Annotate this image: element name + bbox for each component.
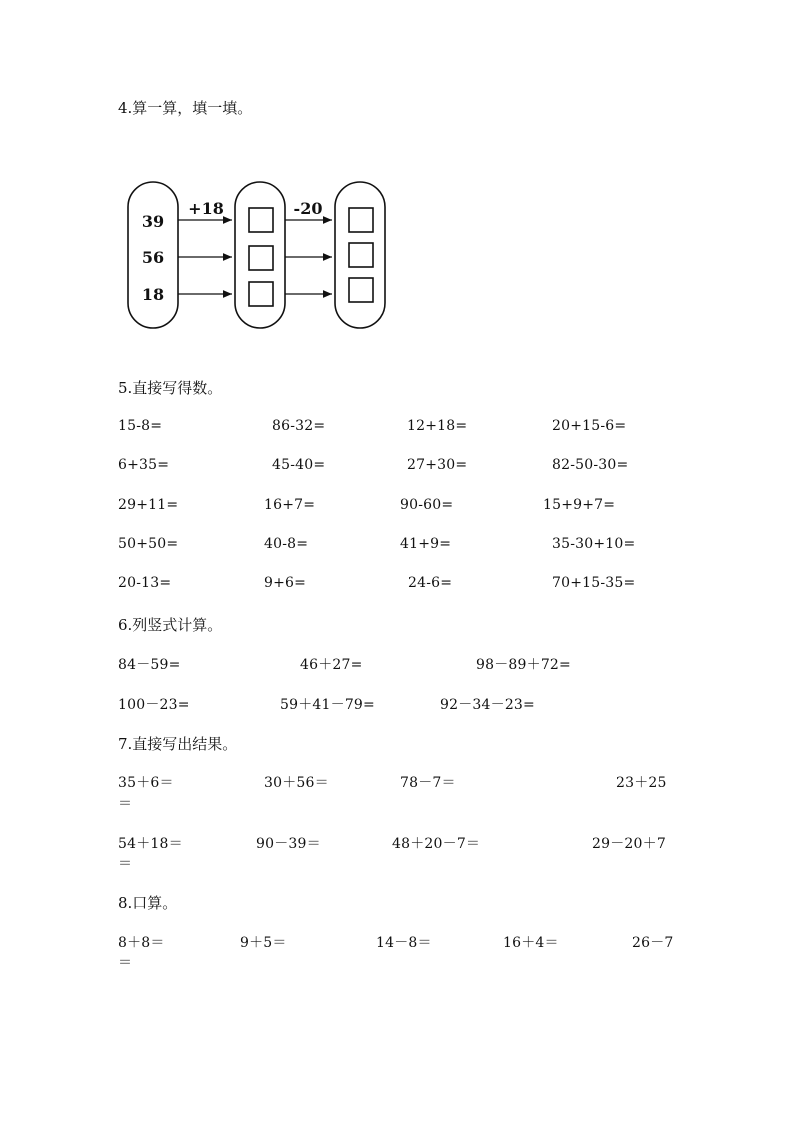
- op2-label: -20: [293, 199, 323, 218]
- q8-item-1: 8＋8＝: [118, 935, 165, 951]
- q5-r2-c2: 45-40=: [272, 457, 326, 473]
- q5-title: 5.直接写得数。: [118, 379, 223, 397]
- q6-r2-c3: 92－34－23=: [440, 697, 535, 713]
- q5-r1-c1: 15-8=: [118, 418, 163, 434]
- q8-item-2: 9＋5＝: [240, 935, 287, 951]
- arrow-diagram: [118, 172, 398, 336]
- q6-title: 6.列竖式计算。: [118, 616, 223, 634]
- q5-r5-c2: 9+6=: [264, 575, 307, 591]
- answer-box-res-2: [349, 243, 373, 267]
- q7-r1-wrap: ＝: [118, 796, 133, 812]
- q7-r2-c4: 29－20＋7: [592, 836, 666, 852]
- q7-r2-c1: 54＋18＝: [118, 836, 183, 852]
- q6-r1-c3: 98－89＋72=: [476, 657, 571, 673]
- q7-r2-c2: 90－39＝: [256, 836, 321, 852]
- q5-r2-c4: 82-50-30=: [552, 457, 629, 473]
- q4-title: 4.算一算，填一填。: [118, 99, 253, 117]
- q5-r5-c4: 70+15-35=: [552, 575, 636, 591]
- q7-r2-wrap: ＝: [118, 856, 133, 872]
- result-capsule: [335, 182, 385, 328]
- answer-box-res-3: [349, 278, 373, 302]
- start-value-3: 18: [141, 285, 165, 304]
- q6-r2-c1: 100－23=: [118, 697, 190, 713]
- answer-box-res-1: [349, 208, 373, 232]
- answer-box-mid-1: [249, 208, 273, 232]
- q6-r1-c2: 46＋27=: [300, 657, 363, 673]
- q7-title: 7.直接写出结果。: [118, 735, 238, 753]
- q8-item-3: 14－8＝: [376, 935, 432, 951]
- q5-r4-c3: 41+9=: [400, 536, 452, 552]
- q5-r1-c3: 12+18=: [407, 418, 468, 434]
- q8-item-5: 26－7: [632, 935, 674, 951]
- answer-box-mid-2: [249, 246, 273, 270]
- q7-r1-c1: 35＋6＝: [118, 775, 174, 791]
- q5-r4-c2: 40-8=: [264, 536, 309, 552]
- q5-r2-c3: 27+30=: [407, 457, 468, 473]
- q7-r1-c3: 78－7＝: [400, 775, 456, 791]
- answer-box-mid-3: [249, 282, 273, 306]
- q6-r2-c2: 59＋41－79=: [280, 697, 375, 713]
- q5-r1-c4: 20+15-6=: [552, 418, 627, 434]
- q7-r1-c2: 30＋56＝: [264, 775, 329, 791]
- q5-r4-c1: 50+50=: [118, 536, 179, 552]
- q8-item-4: 16＋4＝: [503, 935, 559, 951]
- q5-r5-c3: 24-6=: [408, 575, 453, 591]
- op1-label: +18: [188, 199, 224, 218]
- q5-r3-c3: 90-60=: [400, 497, 454, 513]
- q5-r4-c4: 35-30+10=: [552, 536, 636, 552]
- q5-r1-c2: 86-32=: [272, 418, 326, 434]
- q5-r3-c1: 29+11=: [118, 497, 179, 513]
- q7-r2-c3: 48＋20－7＝: [392, 836, 481, 852]
- q5-r3-c4: 15+9+7=: [543, 497, 616, 513]
- start-value-2: 56: [141, 248, 165, 267]
- q8-title: 8.口算。: [118, 894, 178, 912]
- q6-r1-c1: 84－59=: [118, 657, 181, 673]
- start-value-1: 39: [141, 212, 165, 231]
- q5-r3-c2: 16+7=: [264, 497, 316, 513]
- q5-r2-c1: 6+35=: [118, 457, 170, 473]
- q7-r1-c4: 23＋25: [616, 775, 667, 791]
- q8-item-5-wrap: ＝: [118, 955, 133, 971]
- q5-r5-c1: 20-13=: [118, 575, 172, 591]
